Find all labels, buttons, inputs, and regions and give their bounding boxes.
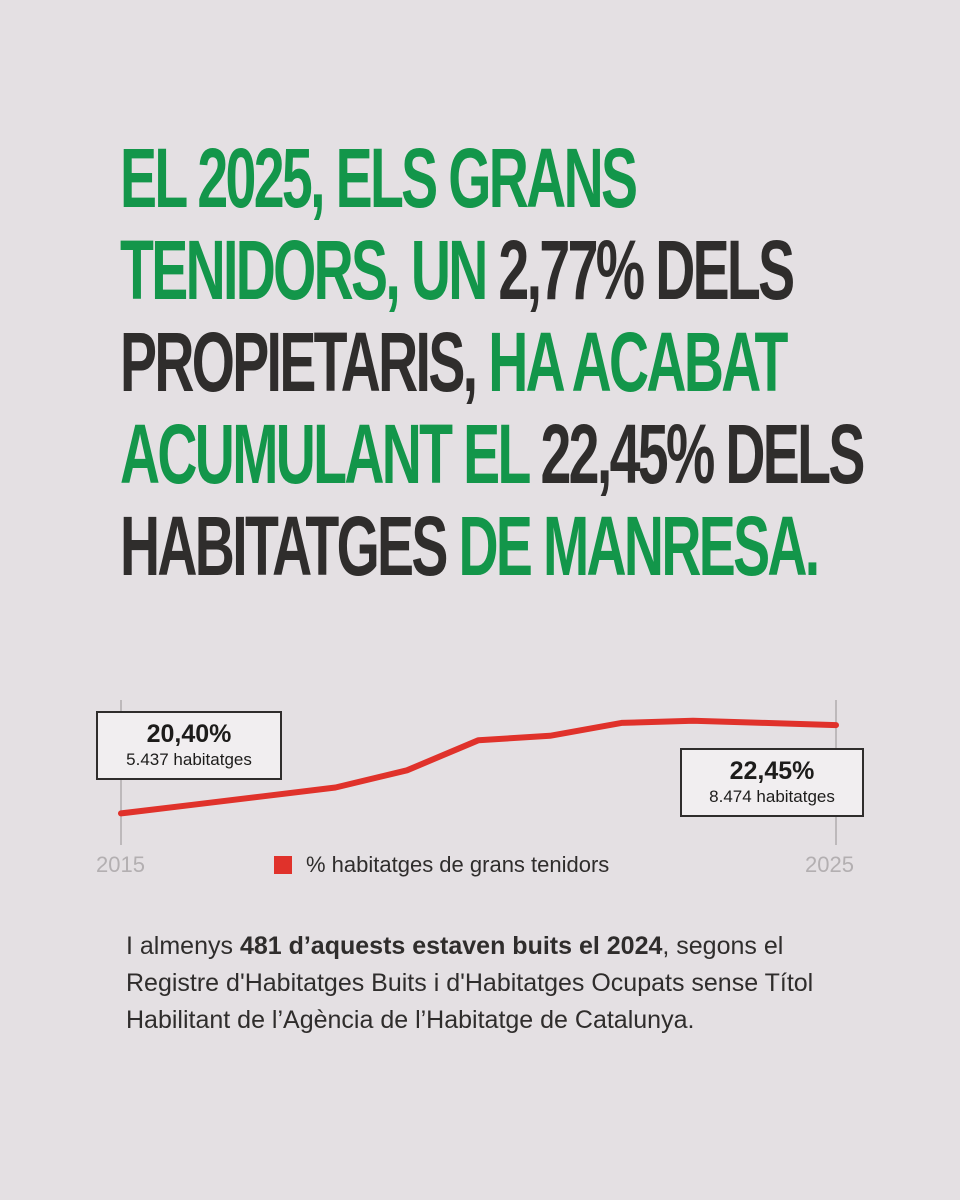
end-value-callout [680, 748, 864, 817]
headline-line [120, 499, 818, 593]
x-tick-2025: 2025 [805, 852, 854, 877]
legend-swatch [274, 856, 292, 874]
body-text-pre: I almenys [126, 932, 240, 960]
headline-segment: ACUMULANT EL [120, 407, 541, 501]
start-value-callout [96, 711, 282, 780]
headline-line [120, 132, 648, 224]
headline-line [120, 223, 793, 317]
start-percentage: 20,40% [146, 720, 232, 748]
body-paragraph [126, 928, 846, 1039]
legend-label: % habitatges de grans tenidors [306, 852, 610, 877]
end-count: 8.474 habitatges [709, 787, 835, 806]
headline-segment: 2,77% DELS [498, 223, 793, 317]
headline-line [120, 315, 786, 409]
headline-segment: DE MANRESA. [458, 499, 818, 593]
body-text-post: , segons el Registre d'Habitatges Buits i d'Habitatges Ocupats sense Títol Habilitant de l’Agència de l’Habitatge de Catalunya. [126, 932, 814, 1034]
x-tick-2015: 2015 [96, 852, 145, 877]
headline-segment: HA ACABAT [488, 315, 786, 409]
headline-line [120, 407, 863, 501]
headline-segment: EL 2025, ELS GRANS [120, 131, 636, 225]
headline-segment: 22,45% DELS [540, 407, 863, 501]
headline-segment: TENIDORS, UN [120, 223, 499, 317]
start-count: 5.437 habitatges [126, 750, 252, 769]
headline-segment: HABITATGES [120, 499, 459, 593]
headline [120, 131, 863, 593]
end-percentage: 22,45% [729, 757, 815, 785]
body-text-bold: 481 d’aquests estaven buits el 2024 [239, 932, 663, 960]
chart-legend [274, 852, 609, 878]
headline-segment: PROPIETARIS, [120, 315, 489, 409]
